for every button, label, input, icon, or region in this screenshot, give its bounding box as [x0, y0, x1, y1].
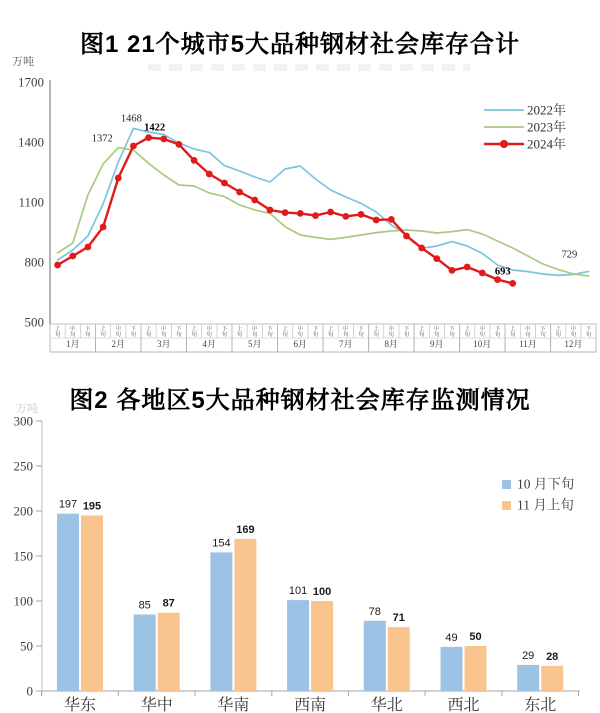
bar-value-label: 169	[236, 523, 255, 536]
period-label: 中旬	[434, 326, 440, 338]
bar-value-label: 78	[368, 605, 381, 618]
point-label-1422: 1422	[144, 122, 166, 134]
data-marker	[358, 211, 365, 218]
period-label: 下旬	[267, 326, 273, 338]
y-tick-label: 1100	[18, 194, 44, 210]
bar-value-label: 195	[82, 500, 102, 513]
bar-value-label: 29	[522, 649, 535, 662]
y-tick-label: 50	[20, 638, 33, 654]
data-marker	[464, 264, 471, 271]
figure1-unit-label: 万吨	[12, 56, 34, 68]
category-label-西北: 西北	[447, 697, 480, 713]
period-label: 上旬	[464, 326, 470, 338]
data-marker	[85, 244, 92, 251]
data-marker	[342, 213, 349, 220]
period-label: 中旬	[343, 326, 349, 338]
bar-华东-10 月下旬	[57, 514, 79, 691]
data-marker	[327, 209, 334, 216]
data-marker	[206, 171, 213, 178]
y-tick-label: 500	[24, 314, 44, 330]
period-label: 下旬	[221, 326, 228, 338]
bar-西北-10 月下旬	[441, 647, 463, 691]
steel-inventory-line-chart	[0, 52, 600, 357]
bar-chart-svg	[0, 400, 600, 713]
category-label-华南: 华南	[217, 697, 250, 713]
data-marker	[373, 217, 380, 224]
y-tick-label: 1400	[18, 134, 44, 150]
month-label: 5月	[248, 339, 262, 349]
period-label: 中旬	[206, 326, 213, 338]
data-marker	[176, 141, 183, 148]
data-marker	[312, 212, 319, 219]
month-label: 9月	[430, 339, 444, 349]
month-label: 1月	[66, 339, 80, 349]
y-tick-label: 100	[13, 593, 33, 609]
bar-西北-11 月上旬	[465, 646, 487, 691]
y-tick-label: 1700	[18, 74, 44, 90]
y-tick-label: 300	[13, 413, 33, 429]
legend-label: 10 月下旬	[517, 476, 575, 492]
period-label: 上旬	[418, 326, 425, 338]
legend-item-10 月下旬	[502, 477, 574, 492]
y-tick-label: 0	[26, 683, 33, 699]
point-label-1372: 1372	[91, 133, 113, 145]
bar-西南-11 月上旬	[311, 601, 333, 691]
bar-华北-11 月上旬	[388, 627, 410, 691]
month-label: 8月	[384, 339, 399, 349]
point-label-693: 693	[494, 266, 511, 278]
month-label: 10月	[473, 339, 492, 349]
period-label: 中旬	[525, 326, 531, 338]
month-label: 2月	[111, 339, 126, 349]
data-marker	[54, 262, 61, 269]
data-marker	[115, 175, 122, 182]
month-label: 11月	[519, 339, 537, 349]
data-marker	[221, 180, 228, 187]
category-label-东北: 东北	[524, 697, 557, 713]
data-marker	[449, 267, 456, 274]
bar-东北-10 月下旬	[517, 665, 539, 691]
series-line-2022年	[58, 128, 589, 278]
period-label: 上旬	[145, 326, 152, 338]
data-marker	[297, 210, 304, 217]
legend-item-2023年	[484, 120, 566, 135]
data-marker	[479, 270, 486, 277]
bar-华北-10 月下旬	[364, 621, 386, 691]
data-marker	[69, 253, 76, 260]
category-label-华北: 华北	[370, 697, 403, 713]
legend-label: 2022年	[527, 102, 567, 118]
period-label: 上旬	[54, 326, 61, 338]
period-label: 下旬	[403, 326, 410, 338]
legend-label: 2024年	[527, 136, 567, 152]
period-label: 下旬	[176, 326, 182, 338]
period-label: 中旬	[161, 326, 167, 338]
period-label: 中旬	[388, 326, 395, 338]
data-marker	[282, 209, 289, 216]
legend-item-11 月上旬	[502, 498, 574, 513]
period-label: 下旬	[449, 326, 455, 338]
category-label-华东: 华东	[63, 697, 97, 713]
figure2-unit-label: 万吨	[16, 403, 38, 415]
data-marker	[251, 197, 258, 204]
y-tick-label: 150	[13, 548, 33, 564]
legend-swatch	[502, 501, 511, 510]
period-label: 下旬	[85, 326, 91, 338]
bar-value-label: 85	[138, 599, 151, 612]
bar-华南-11 月上旬	[234, 539, 256, 691]
period-label: 上旬	[236, 326, 243, 338]
data-marker	[509, 280, 516, 287]
month-label: 3月	[157, 339, 171, 349]
data-marker	[236, 189, 243, 196]
period-label: 中旬	[297, 326, 304, 338]
data-marker	[433, 255, 440, 262]
period-label: 下旬	[494, 326, 501, 338]
figure2-title: 图2 各地区5大品种钢材社会库存监测情况	[69, 387, 531, 415]
month-label: 12月	[564, 339, 583, 349]
period-label: 上旬	[509, 326, 516, 338]
period-label: 上旬	[191, 326, 197, 338]
period-label: 中旬	[570, 326, 577, 338]
bar-东北-11 月上旬	[541, 666, 563, 691]
legend-item-2024年	[484, 137, 566, 152]
bar-value-label: 101	[288, 585, 308, 598]
bar-value-label: 49	[445, 631, 458, 644]
bar-value-label: 71	[392, 612, 405, 625]
period-label: 下旬	[540, 326, 546, 338]
data-marker	[100, 224, 107, 231]
bar-value-label: 28	[546, 650, 559, 663]
bar-value-label: 100	[312, 586, 332, 598]
bar-华中-11 月上旬	[158, 613, 180, 691]
period-label: 下旬	[312, 326, 319, 338]
series-line-2023年	[58, 148, 589, 276]
bar-华南-10 月下旬	[210, 552, 232, 691]
period-label: 上旬	[282, 326, 288, 338]
month-label: 6月	[293, 339, 308, 349]
line-chart-svg	[0, 52, 600, 357]
regional-inventory-bar-chart	[0, 400, 600, 713]
category-label-华中: 华中	[140, 697, 173, 713]
data-marker	[130, 143, 137, 150]
bar-value-label: 154	[212, 537, 231, 550]
point-label-1468: 1468	[120, 113, 142, 125]
bar-value-label: 87	[162, 597, 175, 610]
data-marker	[418, 245, 425, 252]
bar-value-label: 50	[469, 631, 482, 643]
bar-value-label: 197	[58, 498, 78, 511]
data-marker	[145, 134, 152, 141]
data-marker	[388, 216, 395, 223]
month-label: 4月	[202, 339, 217, 349]
data-marker	[267, 207, 274, 214]
y-tick-label: 800	[24, 254, 44, 270]
data-marker	[160, 136, 167, 143]
period-label: 上旬	[327, 326, 334, 338]
month-label: 7月	[339, 339, 353, 349]
y-tick-label: 200	[13, 503, 33, 519]
category-label-西南: 西南	[294, 697, 327, 713]
legend-label: 11 月上旬	[517, 497, 574, 513]
legend-marker-dot	[500, 140, 508, 148]
period-label: 上旬	[100, 326, 106, 338]
bar-西南-10 月下旬	[287, 600, 309, 691]
legend-item-2022年	[484, 103, 566, 118]
period-label: 中旬	[70, 326, 76, 338]
legend-swatch	[502, 480, 511, 489]
data-marker	[403, 233, 410, 240]
period-label: 中旬	[479, 326, 486, 338]
period-label: 中旬	[115, 326, 122, 338]
period-label: 下旬	[585, 326, 592, 338]
point-label-729: 729	[561, 249, 578, 261]
bar-华东-11 月上旬	[81, 516, 103, 692]
period-label: 下旬	[358, 326, 364, 338]
y-tick-label: 250	[13, 458, 33, 474]
bar-华中-10 月下旬	[134, 615, 156, 692]
figure1-title: 图1 21个城市5大品种钢材社会库存合计	[79, 31, 521, 59]
period-label: 上旬	[373, 326, 379, 338]
period-label: 下旬	[130, 326, 137, 338]
data-marker	[191, 157, 198, 164]
legend-label: 2023年	[527, 119, 567, 135]
period-label: 中旬	[252, 326, 258, 338]
period-label: 上旬	[555, 326, 561, 338]
